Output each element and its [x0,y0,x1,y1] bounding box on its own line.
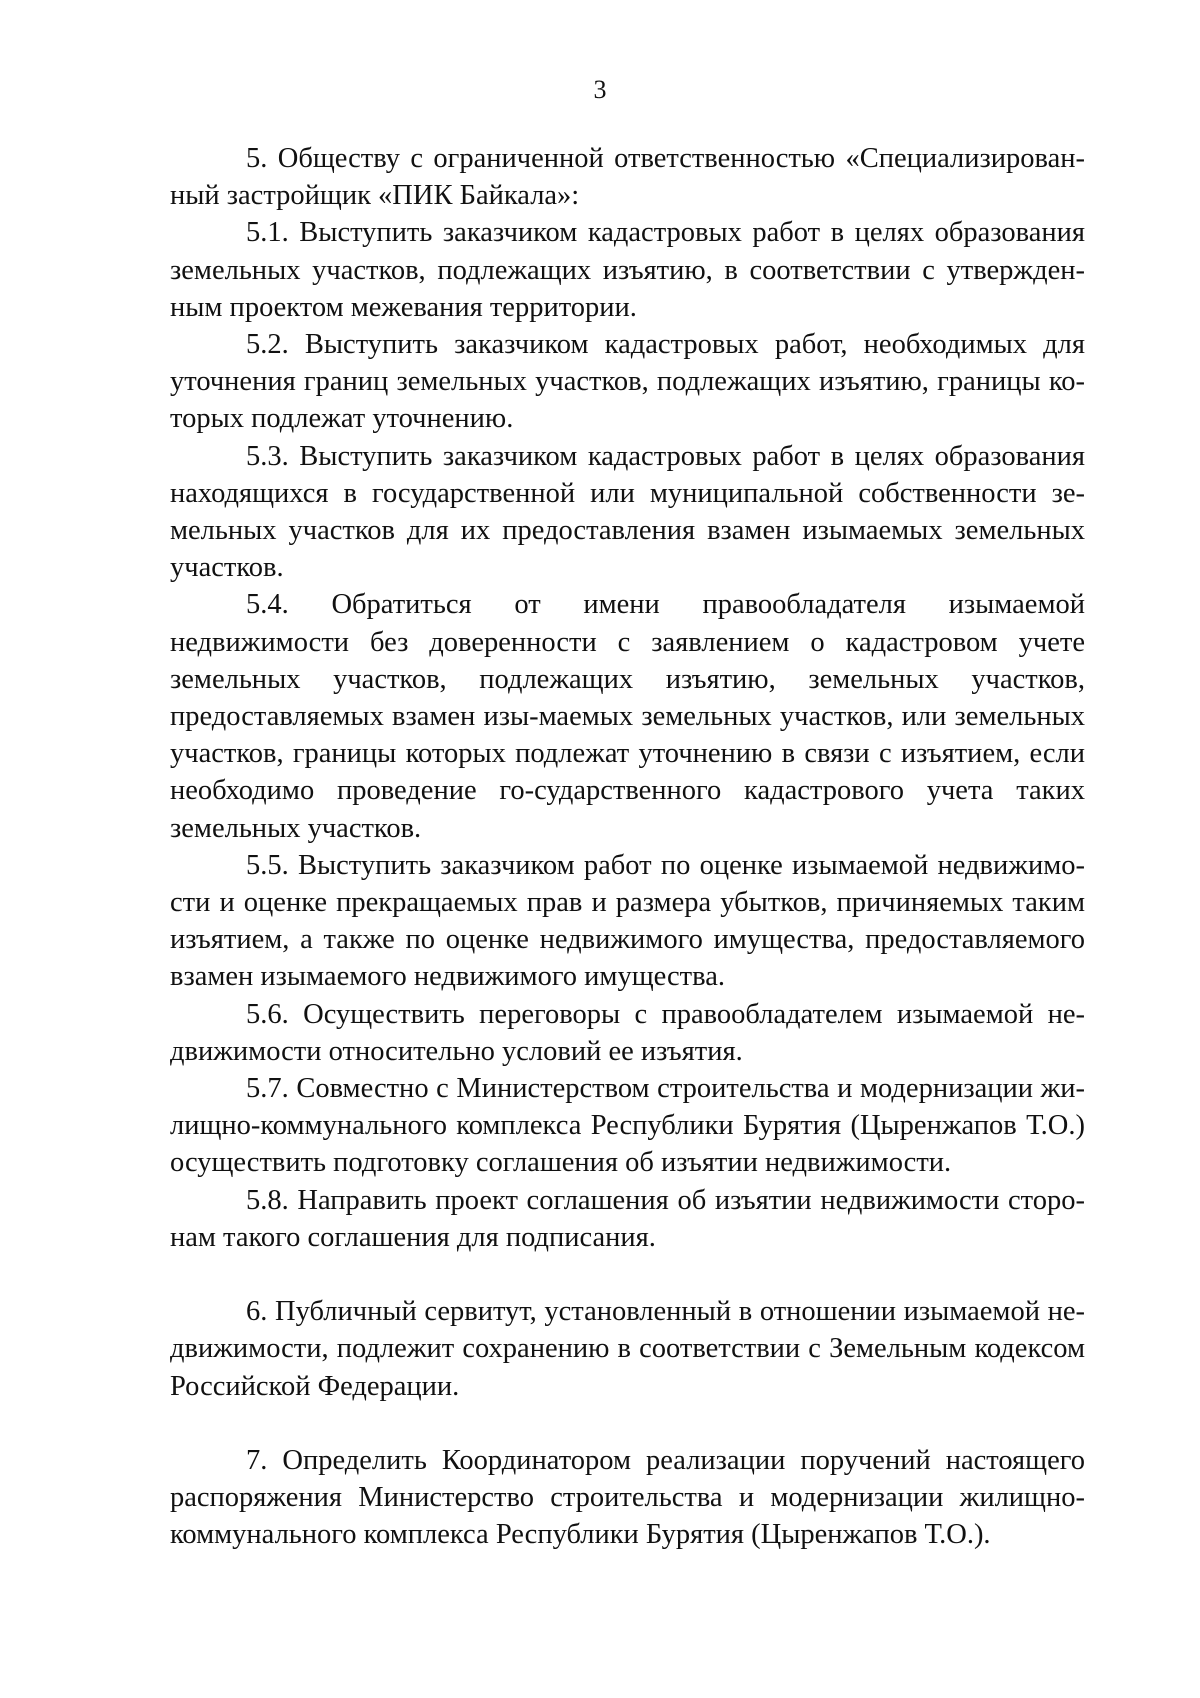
paragraph-5: 5. Обществу с ограниченной ответственностью «Специализирован-ный застройщик «ПИК Байкала»: [170,143,1085,212]
paragraph-5-7: 5.7. Совместно с Министерством строительства и модернизации жи-лищно-коммунального комплекса Республики Бурятия (Цыренжапов Т.О.) осуществить подготовку соглашения об изъятии недвижимости. [170,1073,1085,1179]
paragraph-6: 6. Публичный сервитут, установленный в отношении изымаемой не-движимости, подлежит сохранению в соответствии с Земельным кодексом Российской Федерации. [170,1296,1085,1402]
paragraph-5-4: 5.4. Обратиться от имени правообладателя изымаемой недвижимости без доверенности с заявлением о кадастровом учете земельных участков, подлежащих изъятию, земельных участков, предоставляемых взамен изы-маемых земельных участков, или земельных участков, границы которых подлежат уточнению в связи с изъятием, если необходимо проведение го-сударственного кадастрового учета таких земельных участков. [170,589,1085,844]
paragraph-5-1: 5.1. Выступить заказчиком кадастровых работ в целях образования земельных участков, подлежащих изъятию, в соответствии с утвержден-ным проектом межевания территории. [170,217,1085,323]
paragraph-5-3: 5.3. Выступить заказчиком кадастровых работ в целях образования находящихся в государственной или муниципальной собственности зе-мельных участков для их предоставления взамен изымаемых земельных участков. [170,440,1085,584]
document-body [170,140,1085,1553]
page-number: 3 [593,75,607,104]
paragraph-7: 7. Определить Координатором реализации поручений настоящего распоряжения Министерство строительства и модернизации жилищно-коммунального комплекса Республики Бурятия (Цыренжапов Т.О.). [170,1444,1085,1551]
paragraph-5-5: 5.5. Выступить заказчиком работ по оценке изымаемой недвижимо-сти и оценке прекращаемых прав и размера убытков, причиняемых таким изъятием, а также по оценке недвижимого имущества, предоставляемого взамен изымаемого недвижимого имущества. [170,849,1085,993]
paragraph-5-2: 5.2. Выступить заказчиком кадастровых работ, необходимых для уточнения границ земельных участков, подлежащих изъятию, границы ко-торых подлежат уточнению. [170,329,1085,435]
paragraph-5-6: 5.6. Осуществить переговоры с правообладателем изымаемой не-движимости относительно условий ее изъятия. [170,998,1085,1067]
paragraph-5-8: 5.8. Направить проект соглашения об изъятии недвижимости сторо-нам такого соглашения для подписания. [170,1184,1085,1253]
